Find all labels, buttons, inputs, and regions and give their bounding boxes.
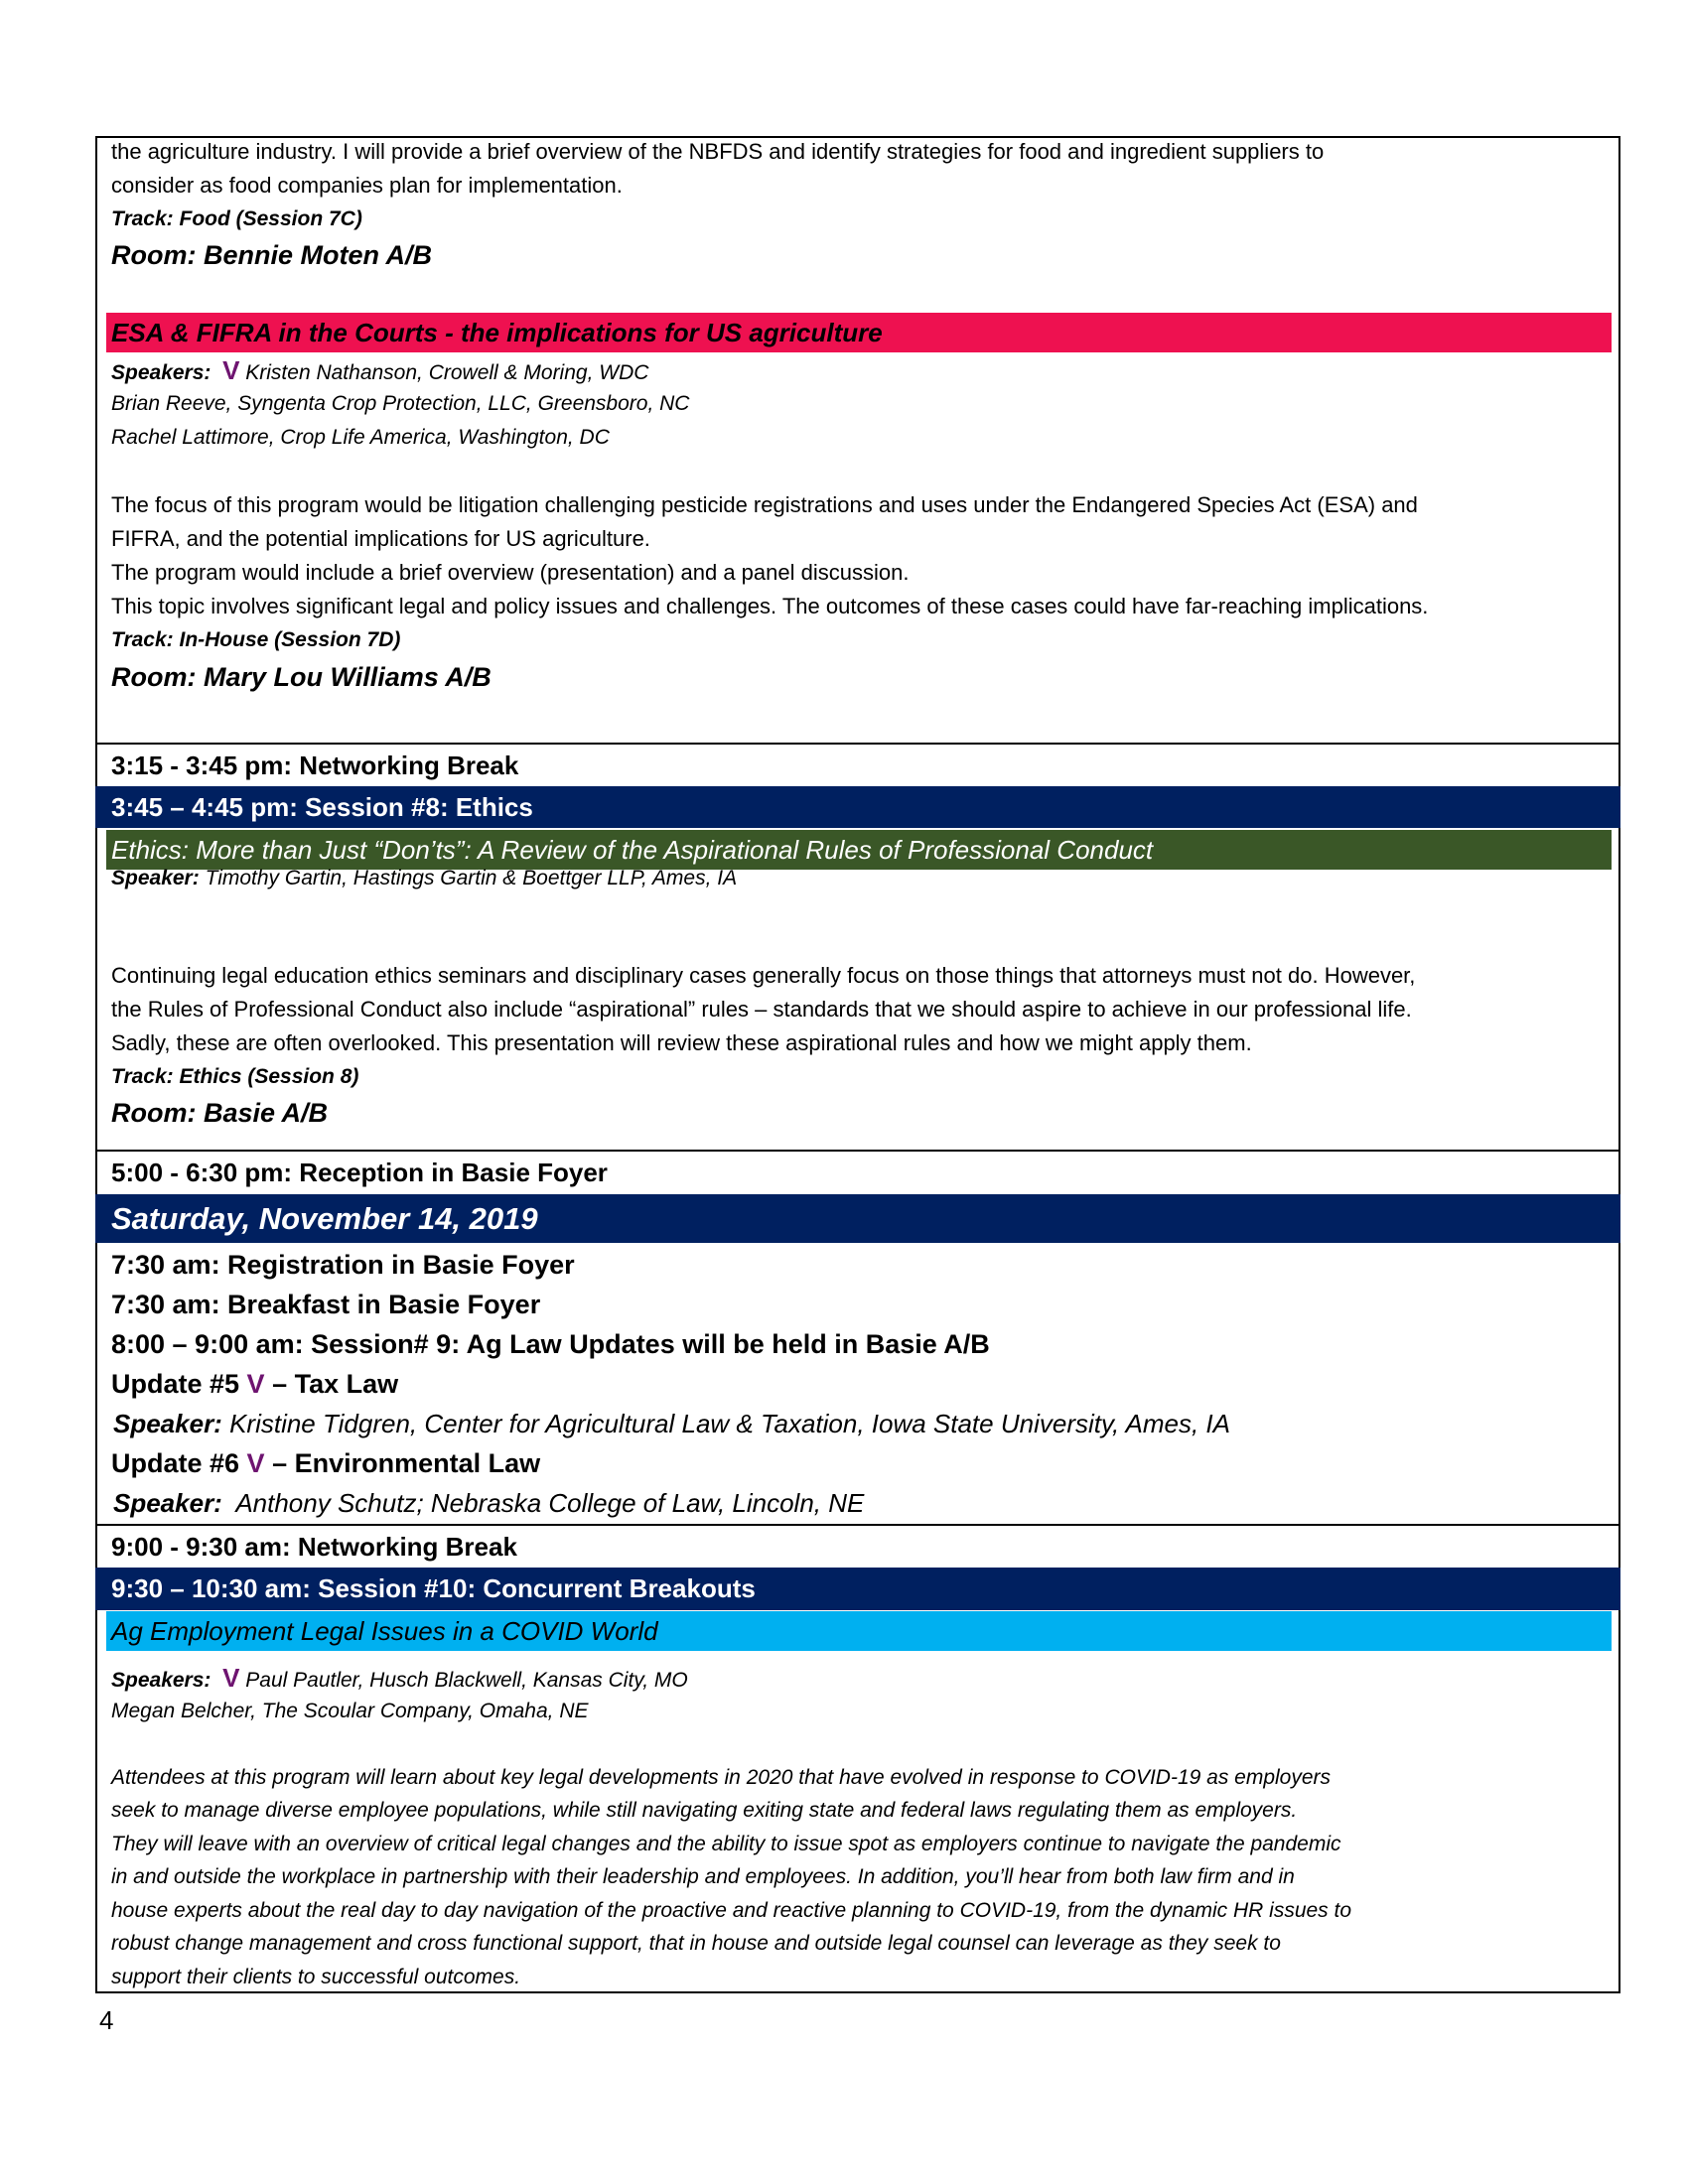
update-6-speaker (113, 1483, 864, 1523)
esa-description-line-4: This topic involves significant legal and policy issues and challenges. The outcomes of these cases could have far-reaching implications. (111, 594, 1429, 618)
esa-description-line-3: The program would include a brief overview (presentation) and a panel discussion. (111, 560, 910, 585)
speaker-name: Timothy Gartin, Hastings Gartin & Boettger LLP, Ames, IA (205, 867, 738, 889)
food-track: Track: Food (Session 7C) (111, 207, 362, 230)
esa-track: Track: In-House (Session 7D) (111, 628, 401, 651)
registration-row: 7:30 am: Registration in Basie Foyer (111, 1250, 575, 1280)
food-room: Room: Bennie Moten A/B (111, 240, 432, 270)
session-8-description-line-3: Sadly, these are often overlooked. This presentation will review these aspirational rules and how we might apply them. (111, 1030, 1252, 1055)
session-8-description-line-2: the Rules of Professional Conduct also include “aspirational” rules – standards that we should aspire to achieve in our professional life. (111, 997, 1412, 1022)
session-10-header: 9:30 – 10:30 am: Session #10: Concurrent Breakouts (95, 1568, 1620, 1610)
reception-row: 5:00 - 6:30 pm: Reception in Basie Foyer (111, 1158, 608, 1187)
virtual-v-icon: V (246, 1448, 265, 1478)
esa-speaker-3: Rachel Lattimore, Crop Life America, Washington, DC (111, 426, 610, 449)
speaker-name: Paul Pautler, Husch Blackwell, Kansas City, MO (245, 1669, 688, 1692)
session-10-speaker-1 (111, 1661, 688, 1698)
update-6-row (111, 1443, 540, 1483)
speaker-name: Anthony Schutz; Nebraska College of Law, Lincoln, NE (221, 1488, 865, 1518)
session-9-row: 8:00 – 9:00 am: Session# 9: Ag Law Updates will be held in Basie A/B (111, 1329, 990, 1359)
networking-break-row: 3:15 - 3:45 pm: Networking Break (111, 751, 519, 780)
session-8-header: 3:45 – 4:45 pm: Session #8: Ethics (95, 786, 1620, 828)
speakers-label: Speakers: (111, 1669, 211, 1692)
esa-description-line-2: FIFRA, and the potential implications for US agriculture. (111, 526, 650, 551)
session-8-room: Room: Basie A/B (111, 1098, 329, 1128)
virtual-v-icon: V (246, 1369, 265, 1399)
session-8-speaker (111, 862, 737, 895)
food-description-line-1: the agriculture industry. I will provide a brief overview of the NBFDS and identify strategies for food and ingredient suppliers to (111, 139, 1325, 164)
session-10-description-line-4: in and outside the workplace in partnership with their leadership and employees. In addition, you’ll hear from both law firm and in (111, 1865, 1295, 1888)
speaker-label: Speaker: (113, 1409, 222, 1438)
update-5-row (111, 1364, 398, 1404)
update-5-prefix: Update #5 (111, 1369, 247, 1399)
breakfast-row: 7:30 am: Breakfast in Basie Foyer (111, 1290, 541, 1319)
speaker-name: Kristen Nathanson, Crowell & Moring, WDC (245, 361, 649, 384)
session-8-title: Ethics: More than Just “Don’ts”: A Review of the Aspirational Rules of Professional Conduct (106, 830, 1612, 870)
session-10-description-line-5: house experts about the real day to day navigation of the proactive and reactive planning to COVID-19, from the dynamic HR issues to (111, 1899, 1352, 1922)
page-number: 4 (99, 2005, 114, 2035)
esa-room: Room: Mary Lou Williams A/B (111, 662, 492, 692)
update-6-topic: – Environmental Law (264, 1448, 541, 1478)
esa-speaker-2: Brian Reeve, Syngenta Crop Protection, LLC, Greensboro, NC (111, 392, 690, 415)
session-8-track: Track: Ethics (Session 8) (111, 1065, 359, 1088)
update-5-topic: – Tax Law (264, 1369, 399, 1399)
esa-session-title: ESA & FIFRA in the Courts - the implications for US agriculture (106, 313, 1612, 352)
day-header: Saturday, November 14, 2019 (95, 1194, 1620, 1243)
update-5-speaker (113, 1404, 1230, 1443)
speaker-label: Speaker: (111, 867, 200, 889)
session-10-description-line-7: support their clients to successful outcomes. (111, 1966, 521, 1988)
esa-description-line-1: The focus of this program would be litigation challenging pesticide registrations and uses under the Endangered Species Act (ESA) and (111, 492, 1418, 517)
session-8-description-line-1: Continuing legal education ethics seminars and disciplinary cases generally focus on those things that attorneys must not do. However, (111, 963, 1416, 988)
session-10-title: Ag Employment Legal Issues in a COVID World (106, 1611, 1612, 1651)
speaker-label: Speaker: (113, 1488, 222, 1518)
session-10-description-line-2: seek to manage diverse employee populations, while still navigating exiting state and federal laws regulating them as employers. (111, 1799, 1298, 1822)
session-10-speaker-2: Megan Belcher, The Scoular Company, Omaha, NE (111, 1700, 589, 1722)
virtual-v-icon: V (222, 1663, 240, 1693)
esa-speaker-1 (111, 353, 648, 390)
session-10-description-line-1: Attendees at this program will learn about key legal developments in 2020 that have evolved in response to COVID-19 as employers (111, 1766, 1332, 1789)
virtual-v-icon: V (222, 355, 240, 385)
session-10-description-line-3: They will leave with an overview of critical legal changes and the ability to issue spot as employers continue to navigate the pandemic (111, 1833, 1341, 1855)
speakers-label: Speakers: (111, 361, 211, 384)
speaker-name: Kristine Tidgren, Center for Agricultural Law & Taxation, Iowa State University, Ames, IA (221, 1409, 1230, 1438)
update-6-prefix: Update #6 (111, 1448, 247, 1478)
food-description-line-2: consider as food companies plan for implementation. (111, 173, 623, 198)
networking-break-row: 9:00 - 9:30 am: Networking Break (111, 1532, 517, 1562)
session-10-description-line-6: robust change management and cross functional support, that in house and outside legal counsel can leverage as they seek to (111, 1932, 1281, 1955)
